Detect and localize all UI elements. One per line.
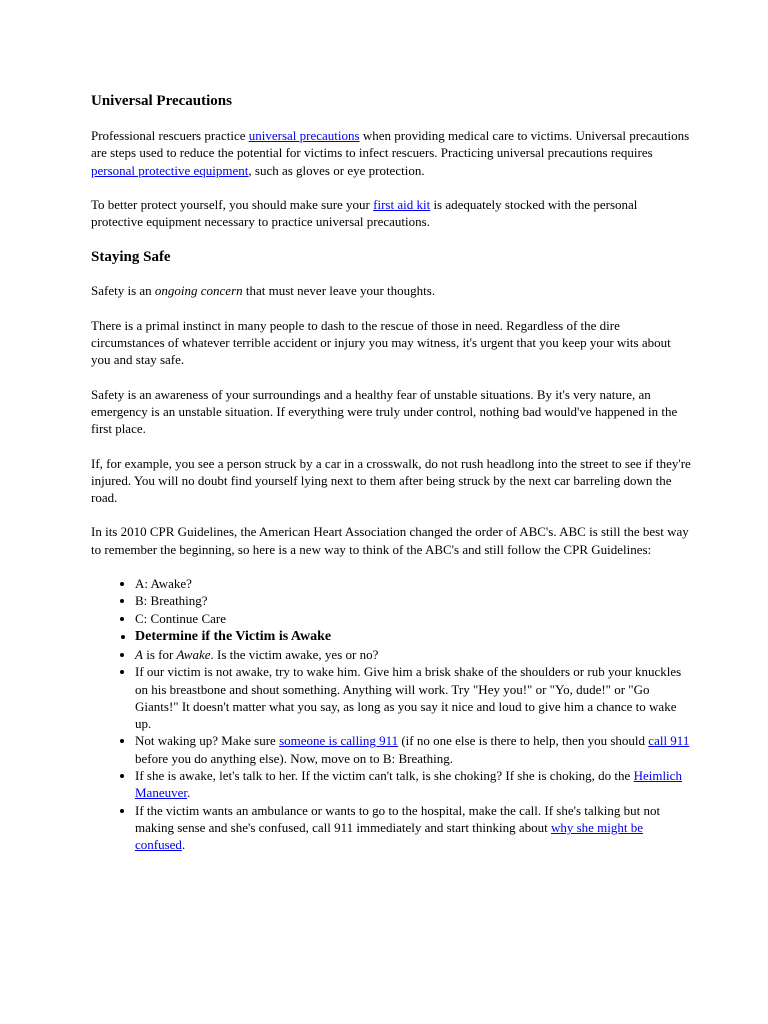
link-heimlich-maneuver[interactable]: Heimlich Maneuver	[135, 768, 682, 801]
text-span: before you do anything else). Now, move on to B: Breathing.	[135, 750, 453, 766]
paragraph-first-aid-kit	[91, 196, 691, 231]
list-item-ambulance	[135, 802, 691, 854]
list-item-not-waking-up	[135, 732, 691, 767]
list-item-determine-awake: • Determine if the Victim is Awake	[135, 627, 691, 646]
list-item-continue-care: • C: Continue Care	[135, 610, 691, 627]
text-span: .	[181, 837, 186, 853]
emphasis-a: A	[135, 646, 143, 662]
text-span: that must never leave your thoughts.	[242, 283, 436, 299]
list-item-breathing: • B: Breathing?	[135, 592, 691, 609]
paragraph-ongoing-concern	[91, 282, 691, 299]
text-span: If the victim wants an ambulance or wants to go to the hospital, make the call. If she's talking but not making sense and she's confused, call 911 immediately and start thinking about	[135, 802, 661, 835]
paragraph-primal-instinct: There is a primal instinct in many people to dash to the rescue of those in need. Regardless of the dire circumstances of whatever terrible accident or injury you may witness, it's urgent that you keep your wits about you and stay safe.	[91, 317, 671, 368]
text-span: is adequately stocked with the personal protective equipment necessary to practice universal precautions.	[91, 196, 638, 230]
text-span: .	[186, 785, 191, 801]
heading-staying-safe: Staying Safe	[91, 249, 171, 266]
paragraph-universal-precautions-intro	[91, 127, 691, 179]
emphasis-awake: Awake	[176, 646, 211, 662]
text-span: when providing medical care to victims. Universal precautions are steps used to reduce the potential for victims to infect rescuers. Practicing universal precautions requires	[91, 128, 690, 161]
link-personal-protective-equipment[interactable]: personal protective equipment	[91, 162, 249, 178]
document-page	[91, 90, 691, 854]
link-someone-calling-911[interactable]: someone is calling 911	[279, 733, 399, 749]
text-span: To better protect yourself, you should make sure your	[91, 196, 374, 212]
list-item-awake: • A: Awake?	[135, 575, 691, 592]
link-call-911[interactable]: call 911	[648, 733, 690, 749]
heading-universal-precautions: Universal Precautions	[91, 93, 232, 109]
text-span: , such as gloves or eye protection.	[248, 162, 425, 178]
link-why-confused[interactable]: why she might be confused	[135, 819, 644, 853]
list-item-a-is-for-awake	[135, 646, 691, 663]
abc-list	[91, 575, 691, 853]
list-item-wake-him: • If our victim is not awake, try to wake him. Give him a brisk shake of the shoulders or rub your knuckles on his breastbone and shout something. Anything will work. Try "Hey you!" or "Yo, dude!" or "Go Giants!" It doesn't matter what you say, as long as you say it nice and loud to give him a chance to wake up.	[135, 663, 691, 732]
text-span: Not waking up? Make sure	[135, 733, 280, 749]
link-first-aid-kit[interactable]: first aid kit	[373, 196, 431, 212]
text-span: (if no one else is there to help, then you should	[398, 733, 649, 749]
paragraph-awareness: Safety is an awareness of your surroundings and a healthy fear of unstable situations. By it's very nature, an emergency is an unstable situation. If everything were truly under control, nothing bad would've happened in the first place.	[91, 386, 678, 437]
list-item-choking	[135, 767, 691, 802]
text-span: is for	[142, 646, 177, 662]
emphasis-ongoing-concern: ongoing concern	[154, 283, 243, 299]
paragraph-crosswalk-example: If, for example, you see a person struck by a car in a crosswalk, do not rush headlong into the street to see if they're injured. You will no doubt find yourself lying next to them after being struck by the next car barreling down the road.	[91, 455, 691, 506]
text-span: If she is awake, let's talk to her. If the victim can't talk, is she choking? If she is choking, do the	[135, 768, 634, 784]
text-span: Professional rescuers practice	[91, 128, 249, 143]
link-universal-precautions[interactable]: universal precautions	[248, 128, 360, 143]
text-span: . Is the victim awake, yes or no?	[210, 646, 379, 662]
paragraph-cpr-guidelines: In its 2010 CPR Guidelines, the American Heart Association changed the order of ABC's. ABC is still the best way to remember the beginning, so here is a new way to think of the ABC's and still follow the CPR Guidelines:	[91, 524, 689, 557]
text-span: Safety is an	[91, 283, 155, 299]
